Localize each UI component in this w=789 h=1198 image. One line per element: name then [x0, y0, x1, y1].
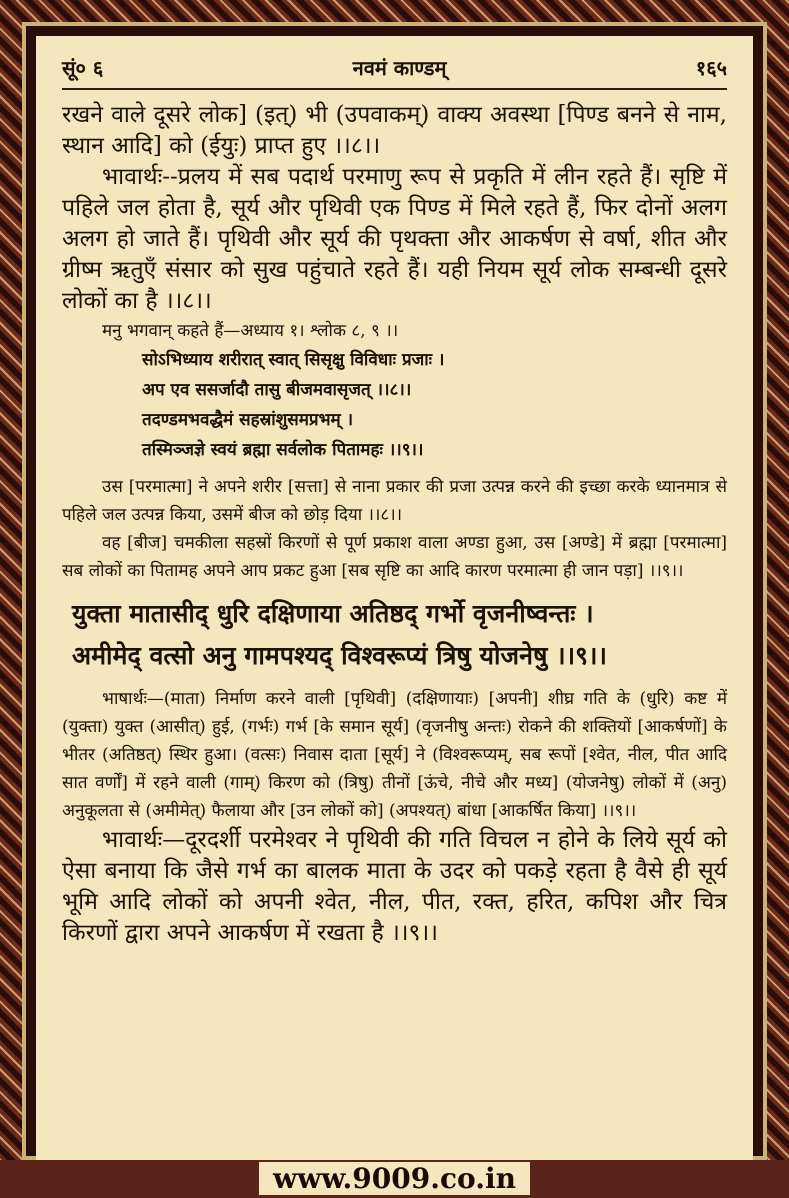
verse-line: तदण्डमभवद्धैमं सहस्रांशुसमप्रभम् । — [142, 410, 354, 430]
header-rule — [62, 88, 727, 90]
translation-1: उस [परमात्मा] ने अपने शरीर [सत्ता] से नाना प्रकार की प्रजा उत्पन्न करने की इच्छा करके ध्यानमात्र से पहिले जल उत्पन्न किया, उसमें बीज को छोड़ दिया ।।८।। — [62, 477, 727, 525]
sukta-number: सूं० ६ — [62, 56, 104, 80]
mantra-line: युक्ता मातासीद् धुरि दक्षिणाया अतिष्ठद् गर्भो वृजनीष्वन्तः । — [72, 599, 594, 628]
website-url[interactable]: www.9009.co.in — [259, 1162, 530, 1195]
manu-verses — [62, 345, 727, 465]
bhavarth-2: भावार्थः—दूरदर्शी परमेश्वर ने पृथिवी की गति विचल न होने के लिये सूर्य को ऐसा बनाया कि जैसे गर्भ का बालक माता के उदर को पकड़े रहता है वैसे ही सूर्य भूमि आदि लोकों को अपनी श्वेत, नील, पीत, रक्त, हरित, कपिश और चित्र किरणों द्वारा अपने आकर्षण में रखता है ।।९।। — [62, 827, 727, 946]
page-number: १६५ — [695, 56, 727, 80]
mantra-line: अमीमेद् वत्सो अनु गामपश्यद् विश्वरूप्यं त्रिषु योजनेषु ।।९।। — [72, 641, 608, 670]
book-page — [36, 36, 753, 1160]
page-header — [62, 54, 727, 84]
manu-reference: मनु भगवान् कहते हैं—अध्याय १। श्लोक ८, ९ ।। — [102, 321, 399, 341]
mantra — [62, 593, 727, 677]
paragraph-1: रखने वाले दूसरे लोक] (इत्) भी (उपवाकम्) वाक्य अवस्था [पिण्ड बनने से नाम, स्थान आदि] को (ईयुः) प्राप्त हुए ।।८।। — [62, 102, 727, 159]
verse-line: अप एव ससर्जादौ तासु बीजमवासृजत् ।।८।। — [142, 380, 412, 400]
bhavarth-1: भावार्थः--प्रलय में सब पदार्थ परमाणु रूप से प्रकृति में लीन रहते हैं। सृष्टि में पहिले जल होता है, सूर्य और पृथिवी एक पिण्ड में मिले रहते हैं, फिर दोनों अलग अलग हो जाते हैं। पृथिवी और सूर्य की पृथक्ता और आकर्षण से वर्षा, शीत और ग्रीष्म ऋतुएँ संसार को सुख पहुंचाते रहते हैं। यही नियम सूर्य लोक सम्बन्धी दूसरे लोकों का है ।।८।। — [62, 164, 727, 314]
bhasharth: भाषार्थः—(माता) निर्माण करने वाली [पृथिवी] (दक्षिणायाः) [अपनी] शीघ्र गति के (धुरि) कष्ट में (युक्ता) युक्त (आसीत्) हुई, (गर्भः) गर्भ [के समान सूर्य] (वृजनीषु अन्तः) रोकने की शक्तियों [आकर्षणों] के भीतर (अतिष्ठत्) स्थिर हुआ। (वत्सः) निवास दाता [सूर्य] ने (विश्वरूप्यम्, सब रूपों [श्वेत, नील, पीत आदि सात वर्णों] में रहने वाली (गाम्) किरण को (त्रिषु) तीनों [ऊंचे, नीचे और मध्य] (योजनेषु) लोकों में (अनु) अनुकूलता से (अमीमेत्) फैलाया और [उन लोकों को] (अपश्यत्) बांधा [आकर्षित किया] ।।९।। — [62, 689, 727, 821]
verse-line: तस्मिञ्जज्ञे स्वयं ब्रह्मा सर्वलोक पितामहः ।।९।। — [142, 440, 424, 460]
verse-line: सोऽभिध्याय शरीरात् स्वात् सिसृक्षु विविधाः प्रजाः । — [142, 350, 445, 370]
translation-2: वह [बीज] चमकीला सहस्रों किरणों से पूर्ण प्रकाश वाला अण्डा हुआ, उस [अण्डे] में ब्रह्मा [परमात्मा] सब लोकों का पितामह अपने आप प्रकट हुआ [सब सृष्टि का आदि कारण परमात्मा ही जान पड़ा] ।।९।। — [62, 533, 727, 581]
site-footer — [0, 1160, 789, 1198]
chapter-title: नवमं काण्डम् — [352, 56, 447, 80]
